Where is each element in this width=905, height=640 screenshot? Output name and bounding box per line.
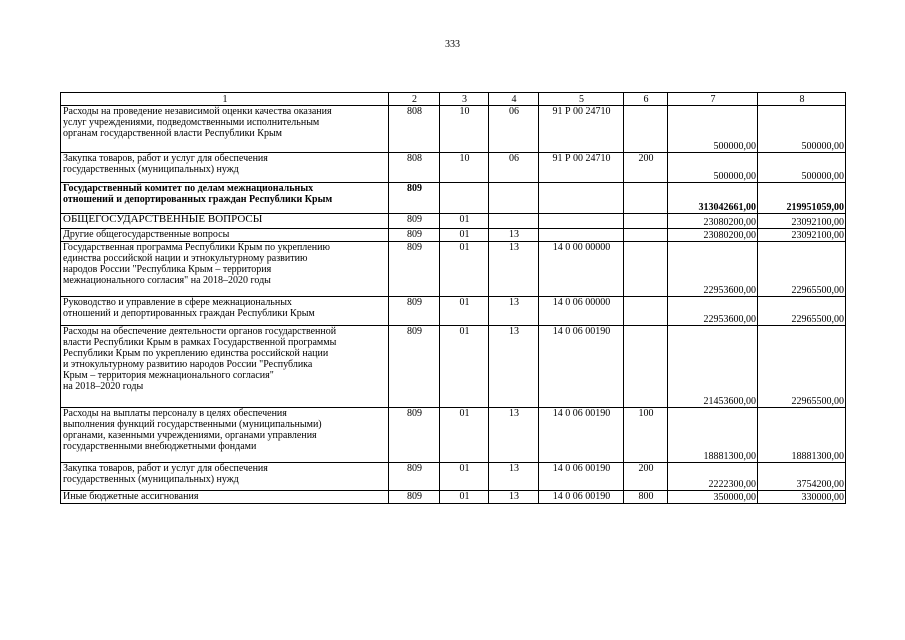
row-name: Государственная программа Республики Крым по укреплению единства российской нации и этнокультурному развитию народов России "Республика Крым – территория межнационального согласия" на 2018–2020 годы <box>61 242 389 297</box>
cell-amount-col8: 23092100,00 <box>758 214 846 229</box>
row-name: Другие общегосударственные вопросы <box>61 229 389 242</box>
cell-target-code <box>539 214 624 229</box>
column-header: 4 <box>489 93 539 106</box>
row-name: Закупка товаров, работ и услуг для обеспечения государственных (муниципальных) нужд <box>61 463 389 491</box>
cell-expense-type: 800 <box>624 491 668 504</box>
cell-amount-col8: 22965500,00 <box>758 242 846 297</box>
column-header: 6 <box>624 93 668 106</box>
cell-ministry-code: 809 <box>389 297 440 326</box>
column-header: 2 <box>389 93 440 106</box>
cell-amount-col7: 22953600,00 <box>668 242 758 297</box>
cell-expense-type <box>624 214 668 229</box>
cell-target-code: 91 Р 00 24710 <box>539 106 624 153</box>
cell-expense-type: 200 <box>624 463 668 491</box>
cell-section-code: 10 <box>440 153 489 183</box>
table-row <box>61 229 846 242</box>
cell-subsection-code: 13 <box>489 326 539 408</box>
table-row <box>61 183 846 214</box>
row-name: Закупка товаров, работ и услуг для обеспечения государственных (муниципальных) нужд <box>61 153 389 183</box>
cell-expense-type: 200 <box>624 153 668 183</box>
cell-target-code: 14 0 06 00190 <box>539 408 624 463</box>
cell-section-code: 10 <box>440 106 489 153</box>
cell-expense-type <box>624 106 668 153</box>
cell-section-code: 01 <box>440 326 489 408</box>
cell-ministry-code: 809 <box>389 408 440 463</box>
table-row <box>61 408 846 463</box>
column-header: 7 <box>668 93 758 106</box>
cell-expense-type: 100 <box>624 408 668 463</box>
table-row <box>61 326 846 408</box>
column-header: 3 <box>440 93 489 106</box>
row-name: Расходы на выплаты персоналу в целях обеспечения выполнения функций государственными (муниципальными) органами, казенными учреждениями, органами управления государственными внебюджетными фондами <box>61 408 389 463</box>
cell-ministry-code: 808 <box>389 106 440 153</box>
cell-amount-col8: 23092100,00 <box>758 229 846 242</box>
column-header: 8 <box>758 93 846 106</box>
table-row <box>61 214 846 229</box>
column-header: 1 <box>61 93 389 106</box>
cell-amount-col7: 18881300,00 <box>668 408 758 463</box>
cell-amount-col7: 313042661,00 <box>668 183 758 214</box>
table-row <box>61 106 846 153</box>
cell-amount-col7: 500000,00 <box>668 106 758 153</box>
cell-section-code: 01 <box>440 491 489 504</box>
cell-amount-col7: 22953600,00 <box>668 297 758 326</box>
cell-ministry-code: 809 <box>389 491 440 504</box>
cell-amount-col8: 330000,00 <box>758 491 846 504</box>
cell-subsection-code: 13 <box>489 229 539 242</box>
row-name: Руководство и управление в сфере межнациональных отношений и депортированных граждан Республики Крым <box>61 297 389 326</box>
table-row <box>61 463 846 491</box>
table-row <box>61 297 846 326</box>
cell-subsection-code: 13 <box>489 463 539 491</box>
cell-subsection-code: 13 <box>489 242 539 297</box>
table-row <box>61 153 846 183</box>
cell-section-code: 01 <box>440 242 489 297</box>
cell-amount-col8: 3754200,00 <box>758 463 846 491</box>
table-row <box>61 242 846 297</box>
cell-target-code: 14 0 06 00190 <box>539 463 624 491</box>
cell-amount-col7: 350000,00 <box>668 491 758 504</box>
table-row <box>61 491 846 504</box>
cell-target-code: 14 0 06 00190 <box>539 326 624 408</box>
cell-amount-col8: 22965500,00 <box>758 326 846 408</box>
cell-target-code <box>539 183 624 214</box>
column-header: 5 <box>539 93 624 106</box>
cell-ministry-code: 808 <box>389 153 440 183</box>
cell-ministry-code: 809 <box>389 229 440 242</box>
cell-amount-col8: 219951059,00 <box>758 183 846 214</box>
cell-section-code: 01 <box>440 214 489 229</box>
cell-subsection-code: 06 <box>489 106 539 153</box>
cell-subsection-code: 06 <box>489 153 539 183</box>
cell-section-code: 01 <box>440 463 489 491</box>
row-name: Расходы на обеспечение деятельности органов государственной власти Республики Крым в рамках Государственной программы Республики Крым по укреплению единства российской нации и этнокультурному развитию народов России "Республика Крым – территория межнационального согласия" на 2018–2020 годы <box>61 326 389 408</box>
cell-ministry-code: 809 <box>389 326 440 408</box>
row-name: Иные бюджетные ассигнования <box>61 491 389 504</box>
cell-amount-col8: 18881300,00 <box>758 408 846 463</box>
cell-amount-col7: 2222300,00 <box>668 463 758 491</box>
cell-subsection-code <box>489 183 539 214</box>
cell-subsection-code: 13 <box>489 491 539 504</box>
cell-ministry-code: 809 <box>389 242 440 297</box>
cell-target-code <box>539 229 624 242</box>
cell-section-code: 01 <box>440 229 489 242</box>
cell-ministry-code: 809 <box>389 183 440 214</box>
cell-expense-type <box>624 297 668 326</box>
cell-expense-type <box>624 183 668 214</box>
cell-subsection-code: 13 <box>489 297 539 326</box>
cell-section-code <box>440 183 489 214</box>
row-name: Государственный комитет по делам межнациональных отношений и депортированных граждан Республики Крым <box>61 183 389 214</box>
cell-amount-col8: 500000,00 <box>758 106 846 153</box>
cell-amount-col7: 21453600,00 <box>668 326 758 408</box>
cell-target-code: 14 0 00 00000 <box>539 242 624 297</box>
row-name: Расходы на проведение независимой оценки качества оказания услуг учреждениями, подведомственными исполнительным органам государственной власти Республики Крым <box>61 106 389 153</box>
cell-section-code: 01 <box>440 408 489 463</box>
cell-subsection-code <box>489 214 539 229</box>
cell-expense-type <box>624 229 668 242</box>
cell-amount-col8: 500000,00 <box>758 153 846 183</box>
cell-target-code: 91 Р 00 24710 <box>539 153 624 183</box>
cell-target-code: 14 0 06 00000 <box>539 297 624 326</box>
cell-section-code: 01 <box>440 297 489 326</box>
page-number: 333 <box>445 39 460 50</box>
cell-ministry-code: 809 <box>389 214 440 229</box>
cell-expense-type <box>624 242 668 297</box>
cell-subsection-code: 13 <box>489 408 539 463</box>
cell-amount-col7: 23080200,00 <box>668 214 758 229</box>
cell-amount-col7: 500000,00 <box>668 153 758 183</box>
cell-amount-col8: 22965500,00 <box>758 297 846 326</box>
table-header-row <box>61 93 846 106</box>
budget-table <box>60 92 846 504</box>
cell-target-code: 14 0 06 00190 <box>539 491 624 504</box>
cell-ministry-code: 809 <box>389 463 440 491</box>
row-name: ОБЩЕГОСУДАРСТВЕННЫЕ ВОПРОСЫ <box>61 214 389 229</box>
cell-expense-type <box>624 326 668 408</box>
cell-amount-col7: 23080200,00 <box>668 229 758 242</box>
